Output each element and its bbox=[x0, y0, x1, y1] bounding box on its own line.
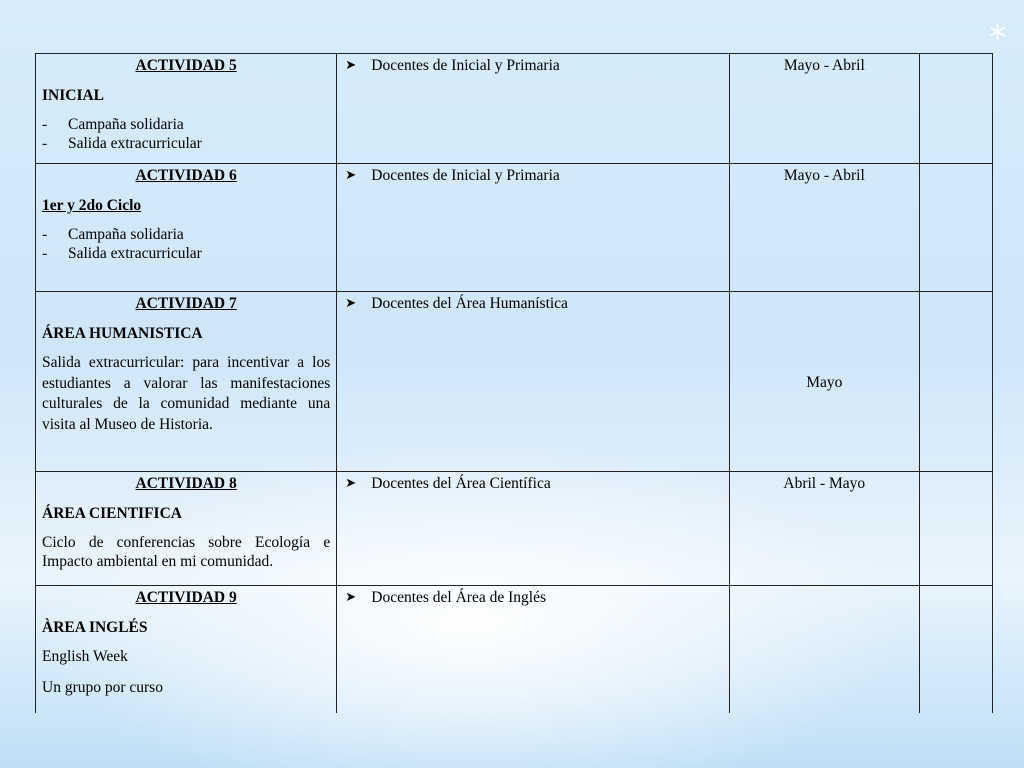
responsible-text: Docentes del Área de Inglés bbox=[371, 589, 546, 606]
activity-description: Ciclo de conferencias sobre Ecología e Impacto ambiental en mi comunidad. bbox=[42, 534, 331, 570]
extra-cell bbox=[919, 54, 992, 164]
activities-sheet bbox=[35, 53, 993, 706]
arrow-bullet-icon: ➤ bbox=[345, 296, 357, 311]
dates-cell bbox=[729, 586, 919, 714]
activity-area: ÀREA INGLÉS bbox=[42, 619, 148, 636]
arrow-bullet-icon: ➤ bbox=[345, 58, 357, 73]
list-item bbox=[42, 115, 330, 134]
activity-cell bbox=[36, 292, 337, 472]
list-item-text: Salida extracurricular bbox=[68, 135, 202, 152]
activity-title: ACTIVIDAD 8 bbox=[135, 475, 237, 492]
activity-line: Un grupo por curso bbox=[42, 679, 163, 696]
arrow-bullet-icon: ➤ bbox=[345, 168, 357, 183]
activity-title: ACTIVIDAD 6 bbox=[135, 167, 237, 184]
table-row bbox=[36, 54, 993, 164]
responsible-text: Docentes del Área Humanística bbox=[371, 295, 568, 312]
activity-area: ÁREA CIENTIFICA bbox=[42, 505, 182, 522]
dates-cell: Abril - Mayo bbox=[729, 472, 919, 586]
activity-items bbox=[42, 225, 330, 263]
dash-marker: - bbox=[42, 135, 48, 152]
activity-cell bbox=[36, 586, 337, 714]
activity-description: Salida extracurricular: para incentivar a los estudiantes a valorar las manifestaciones culturales de la comunidad mediante una visita al Museo de Historia. bbox=[42, 354, 331, 433]
activity-cell bbox=[36, 164, 337, 292]
table-row bbox=[36, 472, 993, 586]
table-row bbox=[36, 586, 993, 714]
dates-cell: Mayo - Abril bbox=[729, 164, 919, 292]
activity-area: INICIAL bbox=[42, 87, 105, 104]
extra-cell bbox=[919, 292, 992, 472]
activity-area: 1er y 2do Ciclo bbox=[42, 197, 142, 214]
table-row bbox=[36, 292, 993, 472]
responsible-cell bbox=[337, 586, 730, 714]
list-item bbox=[42, 134, 330, 153]
activity-cell bbox=[36, 472, 337, 586]
activities-table bbox=[35, 53, 993, 713]
dash-marker: - bbox=[42, 245, 48, 262]
responsible-text: Docentes de Inicial y Primaria bbox=[371, 57, 560, 74]
dash-marker: - bbox=[42, 116, 48, 133]
activity-area: ÁREA HUMANISTICA bbox=[42, 325, 203, 342]
table-row bbox=[36, 164, 993, 292]
dates-cell: Mayo bbox=[729, 292, 919, 472]
activity-title: ACTIVIDAD 5 bbox=[135, 57, 237, 74]
arrow-bullet-icon: ➤ bbox=[345, 476, 357, 491]
dates-cell: Mayo - Abril bbox=[729, 54, 919, 164]
responsible-cell bbox=[337, 164, 730, 292]
responsible-cell bbox=[337, 54, 730, 164]
activity-line: English Week bbox=[42, 648, 128, 665]
dash-marker: - bbox=[42, 226, 48, 243]
asterisk-decoration: * bbox=[989, 18, 1006, 58]
list-item-text: Salida extracurricular bbox=[68, 245, 202, 262]
list-item-text: Campaña solidaria bbox=[68, 226, 184, 243]
responsible-text: Docentes de Inicial y Primaria bbox=[371, 167, 560, 184]
responsible-cell bbox=[337, 472, 730, 586]
arrow-bullet-icon: ➤ bbox=[345, 590, 357, 605]
activity-cell bbox=[36, 54, 337, 164]
extra-cell bbox=[919, 586, 992, 714]
extra-cell bbox=[919, 164, 992, 292]
list-item-text: Campaña solidaria bbox=[68, 116, 184, 133]
responsible-cell bbox=[337, 292, 730, 472]
list-item bbox=[42, 225, 330, 244]
activity-items bbox=[42, 115, 330, 153]
list-item bbox=[42, 244, 330, 263]
responsible-text: Docentes del Área Científica bbox=[371, 475, 551, 492]
activity-title: ACTIVIDAD 9 bbox=[135, 589, 237, 606]
extra-cell bbox=[919, 472, 992, 586]
activity-title: ACTIVIDAD 7 bbox=[135, 295, 237, 312]
